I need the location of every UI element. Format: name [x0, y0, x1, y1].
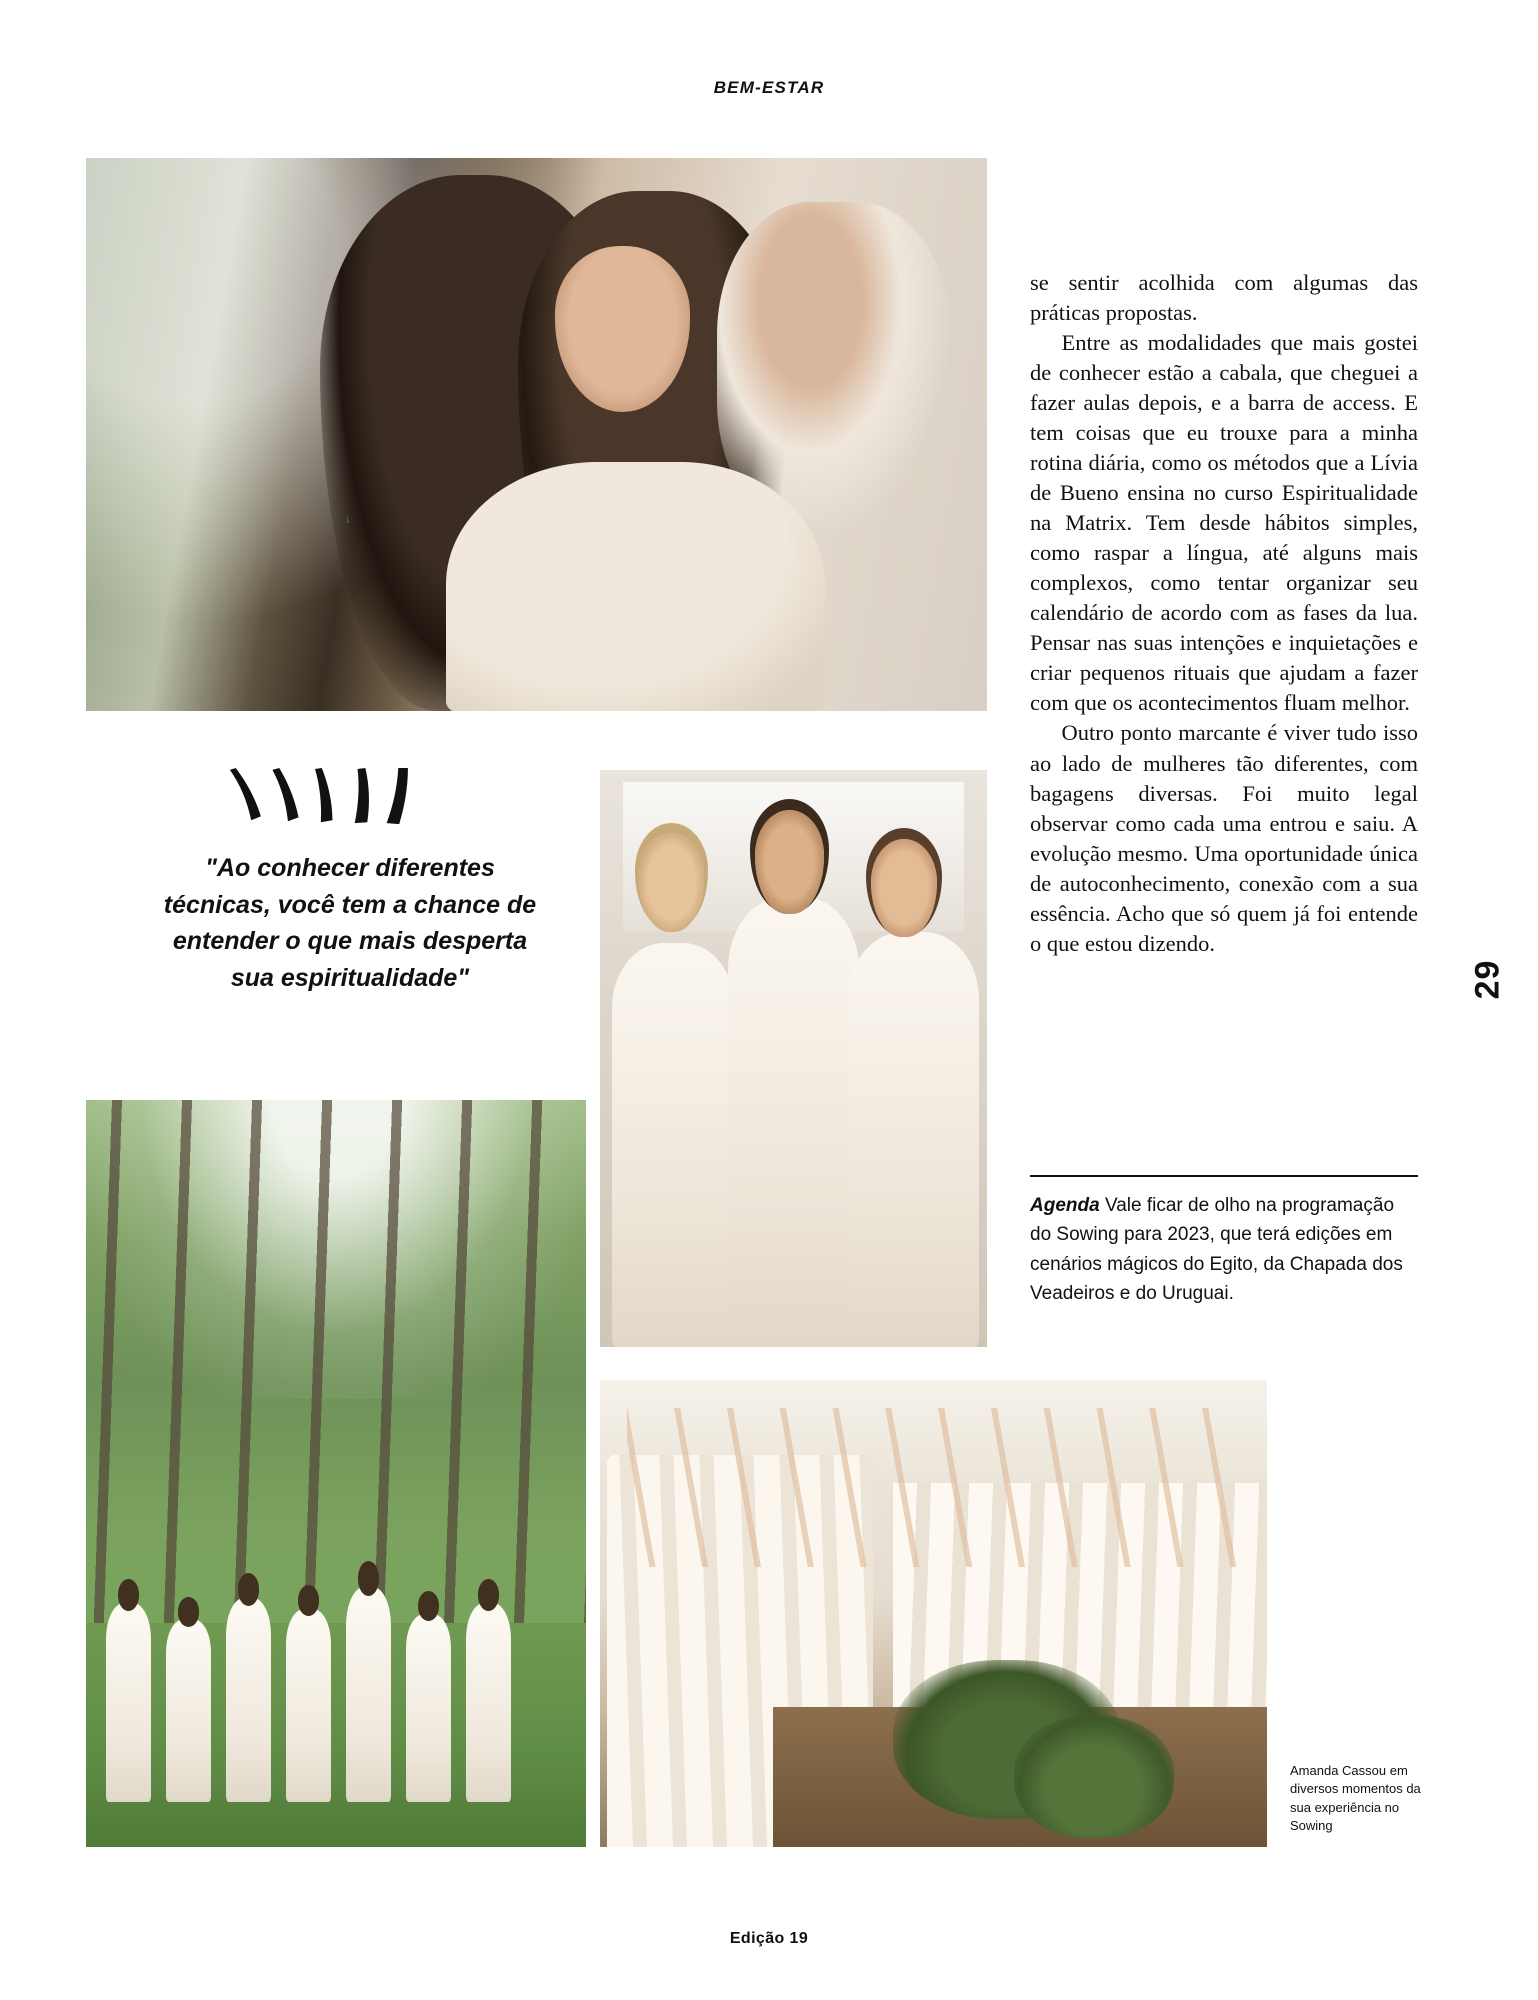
- agenda-label: Agenda: [1030, 1195, 1100, 1216]
- photo-forest-person: [286, 1609, 331, 1803]
- photo-ceremony-plants-secondary: [1014, 1716, 1174, 1837]
- photo-forest-group: [86, 1533, 586, 1802]
- photo-three-person-3: [848, 932, 980, 1347]
- page-number: 29: [1468, 959, 1507, 1000]
- photo-forest-person: [466, 1603, 511, 1802]
- photo-three-person-2: [728, 897, 860, 1347]
- agenda-text: Vale ficar de olho na programação do Sowing para 2023, que terá edições em cenários mágicos do Egito, da Chapada dos Veadeiros e do Uruguai.: [1030, 1195, 1403, 1305]
- photo-hug-lavender-sprig: [347, 357, 617, 523]
- photo-forest-person: [226, 1598, 271, 1802]
- pull-quote-text: "Ao conhecer diferentes técnicas, você tem a chance de entender o que mais desperta sua espiritualidade": [163, 854, 537, 992]
- agenda-box: [1030, 1175, 1418, 1309]
- section-kicker: BEM-ESTAR: [713, 78, 825, 97]
- body-paragraph-2: Entre as modalidades que mais gostei de conhecer estão a cabala, que cheguei a fazer aulas depois, e a barra de access. E tem coisas que eu trouxe para a minha rotina diária, como os métodos que a Lívia de Bueno ensina no curso Espiritualidade na Matrix. Tem desde hábitos simples, como raspar a língua, até alguns mais complexos, como tentar organizar seu calendário de acordo com as fases da lua. Pensar nas suas intenções e inquietações e criar pequenos rituais que ajudam a fazer com que os acontecimentos fluam melhor.: [1030, 330, 1418, 716]
- photo-forest-person: [166, 1619, 211, 1802]
- photo-three-head-1: [639, 833, 705, 931]
- body-paragraph-1: se sentir acolhida com algumas das práticas propostas.: [1030, 270, 1418, 326]
- photo-three-women: [600, 770, 987, 1347]
- photo-ceremony-raised-arms: [627, 1408, 1241, 1567]
- photo-hug: [86, 158, 987, 711]
- article-body: [1030, 268, 1418, 959]
- quote-marks-icon: [226, 768, 410, 828]
- photo-caption: Amanda Cassou em diversos momentos da sua experiência no Sowing: [1290, 1763, 1421, 1834]
- edition-footer: Edição 19: [729, 1930, 809, 1947]
- photo-hug-background-person: [717, 202, 951, 534]
- body-paragraph-3: Outro ponto marcante é viver tudo isso ao lado de mulheres tão diferentes, com bagagens diversas. Foi muito legal observar como cada uma entrou e saiu. A evolução mesmo. Uma oportunidade única de autoconhecimento, conexão com a sua essência. Acho que só quem já foi entende o que estou dizendo.: [1030, 720, 1418, 956]
- photo-ceremony: [600, 1380, 1267, 1847]
- photo-forest-person: [406, 1614, 451, 1802]
- photo-three-head-3: [871, 839, 937, 937]
- photo-three-person-1: [612, 943, 736, 1347]
- photo-forest-person: [346, 1587, 391, 1802]
- pull-quote: [150, 768, 550, 996]
- photo-forest-person: [106, 1603, 151, 1802]
- photo-forest-walk: [86, 1100, 586, 1847]
